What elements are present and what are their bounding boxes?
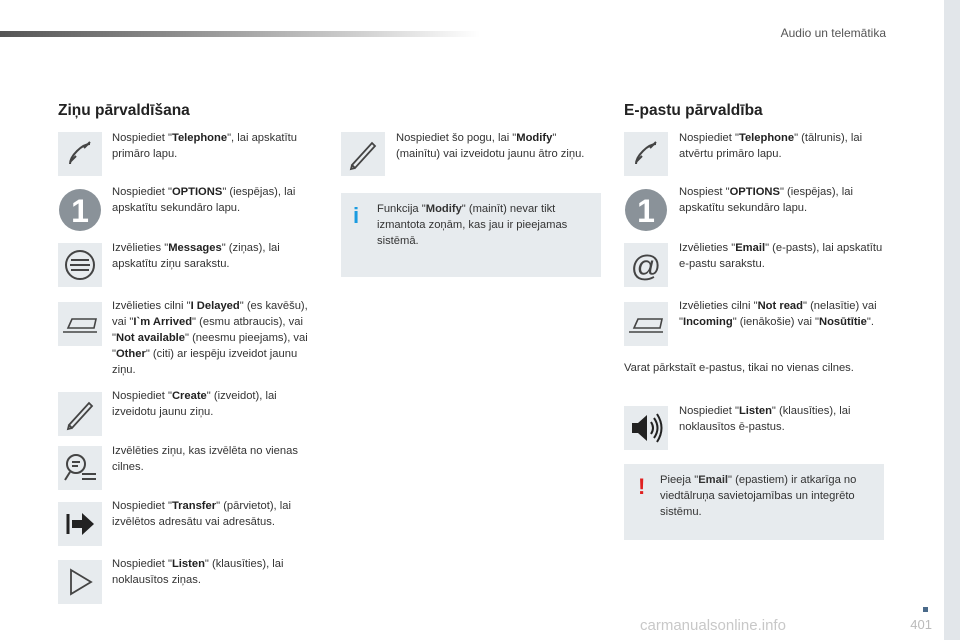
left-item-text: Izvēlieties "Messages" (ziņas), lai apskatītu ziņu sarakstu. [112,242,280,270]
warning-note [624,464,884,540]
right-section-title: E-pastu pārvaldība [624,102,763,119]
warning-note-text: Pieeja "Email" (epastiem) ir atkarīga no viedtālruņa savietojamības un integrēto sistēmu. [660,474,857,518]
tab-selector-icon [58,302,102,346]
left-item-text: Nospiediet "OPTIONS" (iespējas), lai apskatītu sekundāro lapu. [112,186,296,214]
telephone-handset-icon [624,132,668,176]
svg-text:1: 1 [637,193,655,229]
left-item-text: Izvēlieties cilni "I Delayed" (es kavēšu), vai "I`m Arrived" (esmu atbraucis), vai "Not available" (neesmu pieejams), vai "Other" (citi) ar iespēju izveidot jaunu ziņu. [112,300,308,376]
info-icon: i [353,203,360,228]
one-badge-icon [58,186,102,234]
search-list-icon [58,446,102,490]
page-edge-strip [944,0,960,640]
page-marker [923,607,928,612]
warning-icon: ! [638,474,646,499]
header-gradient-bar [0,31,480,37]
transfer-arrow-icon [58,502,102,546]
left-item-text: Nospiediet "Create" (izveidot), lai izveidotu jaunu ziņu. [112,390,277,418]
modify-text: Nospiediet šo pogu, lai "Modify" (mainītu) vai izveidotu jaunu ātro ziņu. [396,132,585,160]
svg-text:@: @ [630,250,662,283]
play-icon [58,560,102,604]
right-item-text: Nospiediet "Telephone" (tālrunis), lai atvērtu primāro lapu. [679,132,863,160]
left-item-text: Izvēlēties ziņu, kas izvēlēta no vienas cilnes. [112,445,298,473]
at-sign-icon [624,243,668,287]
tab-selector-icon [624,302,668,346]
left-section-title: Ziņu pārvaldīšana [58,102,190,119]
section-header-title: Audio un telemātika [780,26,886,40]
left-item-text: Nospiediet "Transfer" (pārvietot), lai izvēlētos adresātu vai adresātus. [112,500,291,528]
info-note-text: Funkcija "Modify" (mainīt) nevar tikt izmantota zoņām, kas jau ir pieejamas sistēmā. [377,203,568,247]
speaker-icon [624,406,668,450]
scroll-note: Varat pārkstaīt e-pastus, tikai no vienas cilnes. [624,362,854,374]
svg-text:1: 1 [71,193,89,229]
info-note [341,193,601,277]
left-item-text: Nospiediet "Telephone", lai apskatītu primāro lapu. [112,132,297,160]
telephone-handset-icon [58,132,102,176]
page-number: 401 [910,617,932,632]
listen-email-text: Nospiediet "Listen" (klausīties), lai noklausītos ē-pastus. [679,405,851,433]
watermark: carmanualsonline.info [640,617,786,634]
right-item-text: Izvēlieties cilni "Not read" (nelasītie) vai "Incoming" (ienākošie) vai "Nosūtītie". [679,300,877,328]
message-list-icon [58,243,102,287]
pencil-icon [58,392,102,436]
pencil-icon [341,132,385,176]
right-item-text: Nospiest "OPTIONS" (iespējas), lai apskatītu sekundāro lapu. [679,186,853,214]
right-item-text: Izvēlieties "Email" (e-pasts), lai apskatītu e-pastu sarakstu. [679,242,883,270]
one-badge-icon [624,186,668,234]
left-item-text: Nospiediet "Listen" (klausīties), lai noklausītos ziņas. [112,558,284,586]
